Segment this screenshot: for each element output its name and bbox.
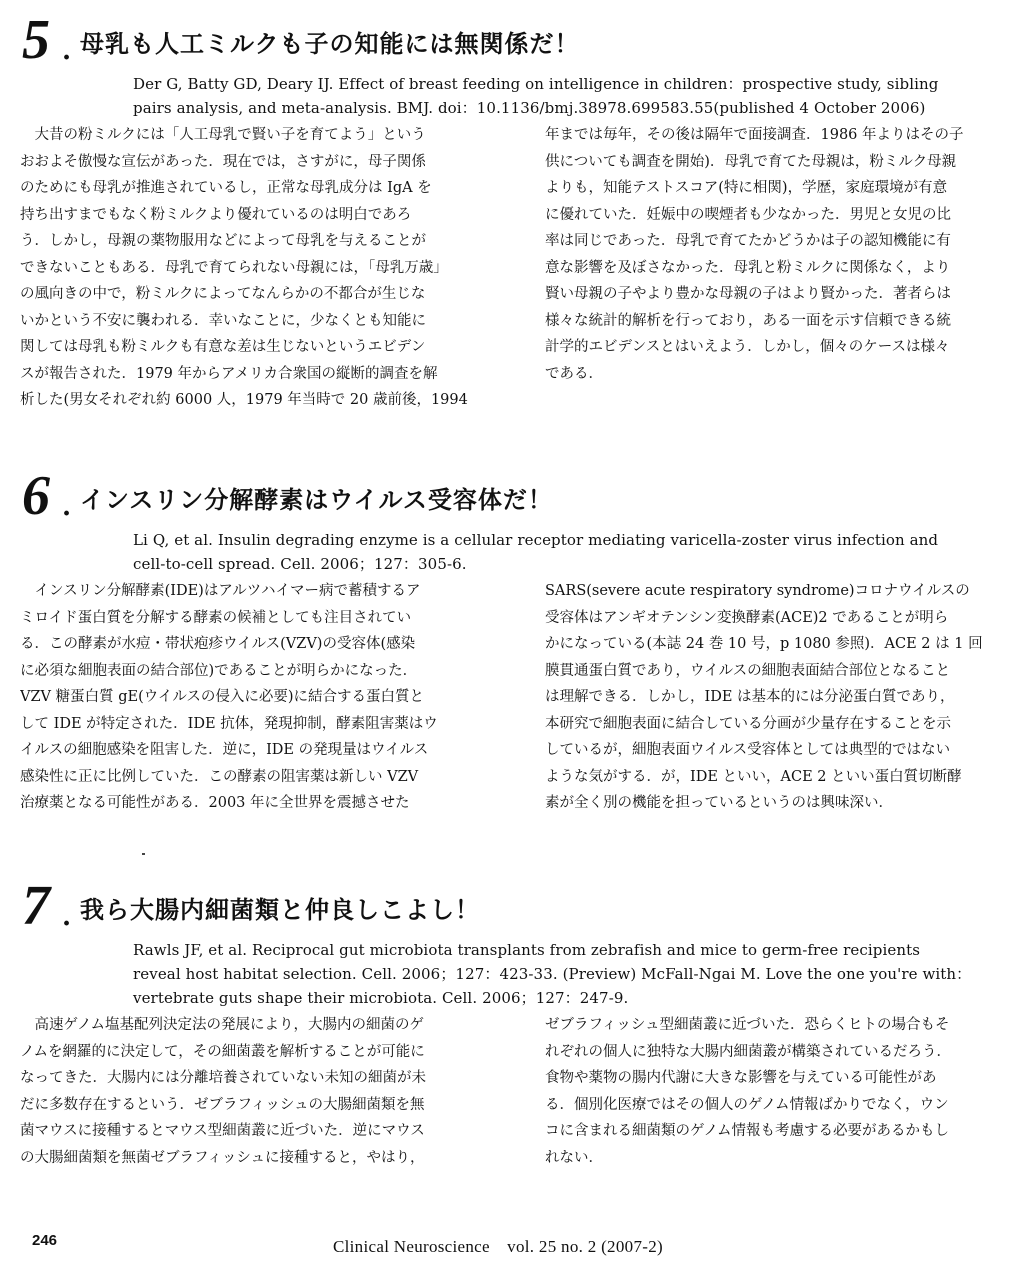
text-line: の大腸細菌類を無菌ゼブラフィッシュに接種すると，やはり， [20, 1149, 425, 1166]
text-line: かになっている(本誌 24 巻 10 号，p 1080 参照)．ACE 2 は 1 回 [545, 636, 983, 652]
section-heading [0, 9, 1032, 72]
text-line: しているが，細胞表面ウイルス受容体としては典型的ではない [545, 742, 951, 758]
section-title: インスリン分解酵素はウイルス受容体だ！ [80, 486, 553, 514]
section-number-dot: . [62, 492, 72, 522]
section-heading [0, 875, 1032, 938]
text-line: 関しては母乳も粉ミルクも有意な差は生じないというエビデン [20, 339, 426, 355]
right-column [545, 1012, 1025, 1171]
text-line: る．この酵素が水痘・帯状疱疹ウイルス(VZV)の受容体(感染 [20, 636, 416, 652]
text-line: 賢い母親の子やより豊かな母親の子はより賢かった．著者らは [545, 286, 951, 302]
page-footer [0, 1232, 1032, 1256]
text-line: インスリン分解酵素(IDE)はアルツハイマー病で蓄積するア [20, 583, 421, 599]
text-line: よりも，知能テストスコア(特に相関)，学歴，家庭環境が有意 [545, 180, 948, 196]
reference-line: Der G, Batty GD, Deary IJ. Effect of breast feeding on intelligence in children：prospective study, sibling [133, 75, 939, 93]
section-7 [0, 875, 1032, 1166]
page-number: 246 [32, 1232, 58, 1249]
text-line: に必須な細胞表面の結合部位)であることが明らかになった． [20, 662, 418, 679]
left-column [20, 578, 500, 817]
reference-line: cell-to-cell spread. Cell. 2006；127：305-6. [133, 555, 467, 573]
text-line: 膜貫通蛋白質であり，ウイルスの細胞表面結合部位となること [545, 662, 951, 679]
text-line: の風向きの中で，粉ミルクによってなんらかの不都合が生じな [20, 286, 426, 302]
reference-line: Rawls JF, et al. Reciprocal gut microbiota transplants from zebrafish and mice to germ-free recipients [133, 941, 921, 959]
journal-citation: Clinical Neuroscience vol. 25 no. 2 (2007-2) [333, 1237, 663, 1256]
text-line: に優れていた．妊娠中の喫煙者も少なかった．男児と女児の比 [545, 206, 951, 223]
text-line: できないこともある．母乳で育てられない母親には，「母乳万歳」 [20, 259, 448, 276]
text-line: ノムを網羅的に決定して，その細菌叢を解析することが可能に [20, 1043, 425, 1060]
section-number: 5 [22, 9, 49, 71]
text-line: 意な影響を及ぼさなかった．母乳と粉ミルクに関係なく，より [545, 259, 951, 276]
section-number: 6 [22, 465, 49, 527]
text-line: おおよそ傲慢な宣伝があった．現在では，さすがに，母子関係 [20, 153, 426, 170]
text-line: いかという不安に襲われる．幸いなことに，少なくとも知能に [20, 312, 426, 329]
text-line: ミロイド蛋白質を分解する酵素の候補としても注目されてい [20, 609, 412, 626]
reference-citation [133, 72, 993, 120]
text-line: 供についても調査を開始)．母乳で育てた母親は，粉ミルク母親 [545, 153, 957, 170]
section-5 [0, 9, 1032, 408]
text-line: なってきた．大腸内には分離培養されていない未知の細菌が未 [20, 1070, 426, 1086]
stray-mark [142, 853, 145, 855]
text-line: SARS(severe acute respiratory syndrome)コロナウイルスの [545, 583, 970, 599]
text-line: 析した(男女それぞれ約 6000 人，1979 年当時で 20 歳前後，1994 [20, 392, 468, 408]
text-line: る．個別化医療ではその個人のゲノム情報ばかりでなく，ウン [545, 1096, 949, 1113]
text-line: 食物や薬物の腸内代謝に大きな影響を与えている可能性があ [545, 1070, 937, 1086]
text-line: 年までは毎年，その後は隔年で面接調査．1986 年よりはその子 [545, 127, 964, 143]
text-line: 大昔の粉ミルクには「人工母乳で賢い子を育てよう」という [20, 127, 426, 143]
right-column [545, 578, 1025, 817]
text-line: 高速ゲノム塩基配列決定法の発展により，大腸内の細菌のゲ [20, 1017, 424, 1033]
text-line: 治療薬となる可能性がある．2003 年に全世界を震撼させた [20, 795, 410, 811]
text-line: 様々な統計的解析を行っており，ある一面を示す信頼できる統 [545, 312, 951, 329]
text-line: だに多数存在するという．ゼブラフィッシュの大腸細菌類を無 [20, 1096, 425, 1113]
text-line: れない． [545, 1149, 603, 1166]
text-line: 率は同じであった．母乳で育てたかどうかは子の認知機能に有 [545, 233, 951, 249]
section-heading [0, 465, 1032, 528]
text-line: イルスの細胞感染を阻害した．逆に，IDE の発現量はウイルス [20, 742, 429, 758]
text-line: して IDE が特定された．IDE 抗体，発現抑制，酵素阻害薬はウ [20, 715, 438, 732]
text-line: ゼブラフィッシュ型細菌叢に近づいた．恐らくヒトの場合もそ [545, 1017, 950, 1033]
left-column [20, 1012, 500, 1171]
section-title: 我ら大腸内細菌類と仲良しこよし！ [80, 896, 480, 924]
section-title: 母乳も人工ミルクも子の知能には無関係だ！ [80, 30, 580, 58]
text-line: れぞれの個人に独特な大腸内細菌叢が構築されているだろう． [545, 1043, 951, 1060]
text-line: スが報告された．1979 年からアメリカ合衆国の縦断的調査を解 [20, 365, 438, 382]
text-line: 持ち出すまでもなく粉ミルクより優れているのは明白であろ [20, 206, 412, 223]
reference-citation [133, 938, 993, 1010]
text-line: 受容体はアンギオテンシン変換酵素(ACE)2 であることが明ら [545, 609, 949, 626]
section-number: 7 [22, 875, 49, 937]
reference-line: Li Q, et al. Insulin degrading enzyme is a cellular receptor mediating varicella-zoster virus infection and [133, 531, 939, 549]
section-number-dot: . [62, 902, 72, 932]
text-line: VZV 糖蛋白質 gE(ウイルスの侵入に必要)に結合する蛋白質と [20, 689, 425, 705]
left-column [20, 122, 500, 414]
right-column [545, 122, 1025, 387]
text-line: う．しかし，母親の薬物服用などによって母乳を与えることが [20, 233, 426, 249]
reference-citation [133, 528, 993, 576]
text-line: 本研究で細胞表面に結合している分画が少量存在することを示 [545, 715, 951, 732]
text-line: は理解できる．しかし，IDE は基本的には分泌蛋白質であり， [545, 689, 955, 705]
text-line: コに含まれる細菌類のゲノム情報も考慮する必要があるかもし [545, 1123, 949, 1139]
text-line: のためにも母乳が推進されているし，正常な母乳成分は IgA を [20, 180, 432, 196]
reference-line: pairs analysis, and meta-analysis. BMJ. doi：10.1136/bmj.38978.699583.55(published 4 October 2006) [133, 99, 926, 117]
reference-line: vertebrate guts shape their microbiota. Cell. 2006；127：247-9. [133, 989, 629, 1007]
section-6 [0, 465, 1032, 811]
text-line: 計学的エビデンスとはいえよう．しかし，個々のケースは様々 [545, 339, 950, 355]
text-line: である． [545, 365, 603, 382]
text-line: 素が全く別の機能を担っているというのは興味深い． [545, 795, 893, 811]
reference-line: reveal host habitat selection. Cell. 2006；127：423-33. (Preview) McFall-Ngai M. Love the one you're with： [133, 965, 972, 983]
text-line: 感染性に正に比例していた．この酵素の阻害薬は新しい VZV [20, 768, 419, 785]
text-line: 菌マウスに接種するとマウス型細菌叢に近づいた．逆にマウス [20, 1123, 425, 1139]
section-number-dot: . [62, 36, 72, 66]
text-line: ような気がする．が，IDE といい，ACE 2 といい蛋白質切断酵 [545, 768, 962, 785]
